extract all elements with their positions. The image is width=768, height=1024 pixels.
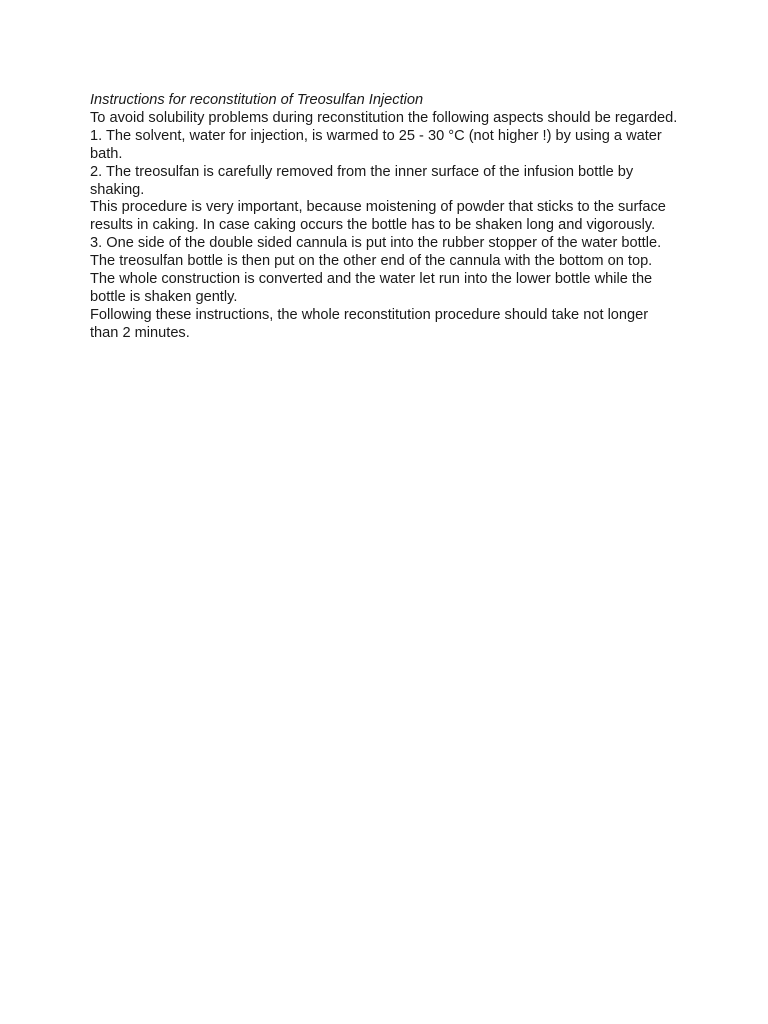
document-title: Instructions for reconstitution of Treosulfan Injection [90, 92, 424, 108]
step-1-paragraph: 1. The solvent, water for injection, is warmed to 25 - 30 °C (not higher !) by using a water bath. [90, 127, 662, 162]
step-2-paragraph: 2. The treosulfan is carefully removed from the inner surface of the infusion bottle by shaking. [90, 163, 634, 198]
intro-paragraph: To avoid solubility problems during reconstitution the following aspects should be regarded. [90, 109, 678, 126]
step-3-paragraph: 3. One side of the double sided cannula is put into the rubber stopper of the water bottle. The treosulfan bottle is then put on the other end of the cannula with the bottom on top. The whole construction is converted and the water let run into the lower bottle while the bottle is shaken gently. [90, 235, 662, 305]
closing-paragraph: Following these instructions, the whole reconstitution procedure should take not longer than 2 minutes. [90, 306, 649, 341]
document-body [90, 92, 680, 343]
step-2-note-paragraph: This procedure is very important, because moistening of powder that sticks to the surface results in caking. In case caking occurs the bottle has to be shaken long and vigorously. [90, 199, 666, 234]
